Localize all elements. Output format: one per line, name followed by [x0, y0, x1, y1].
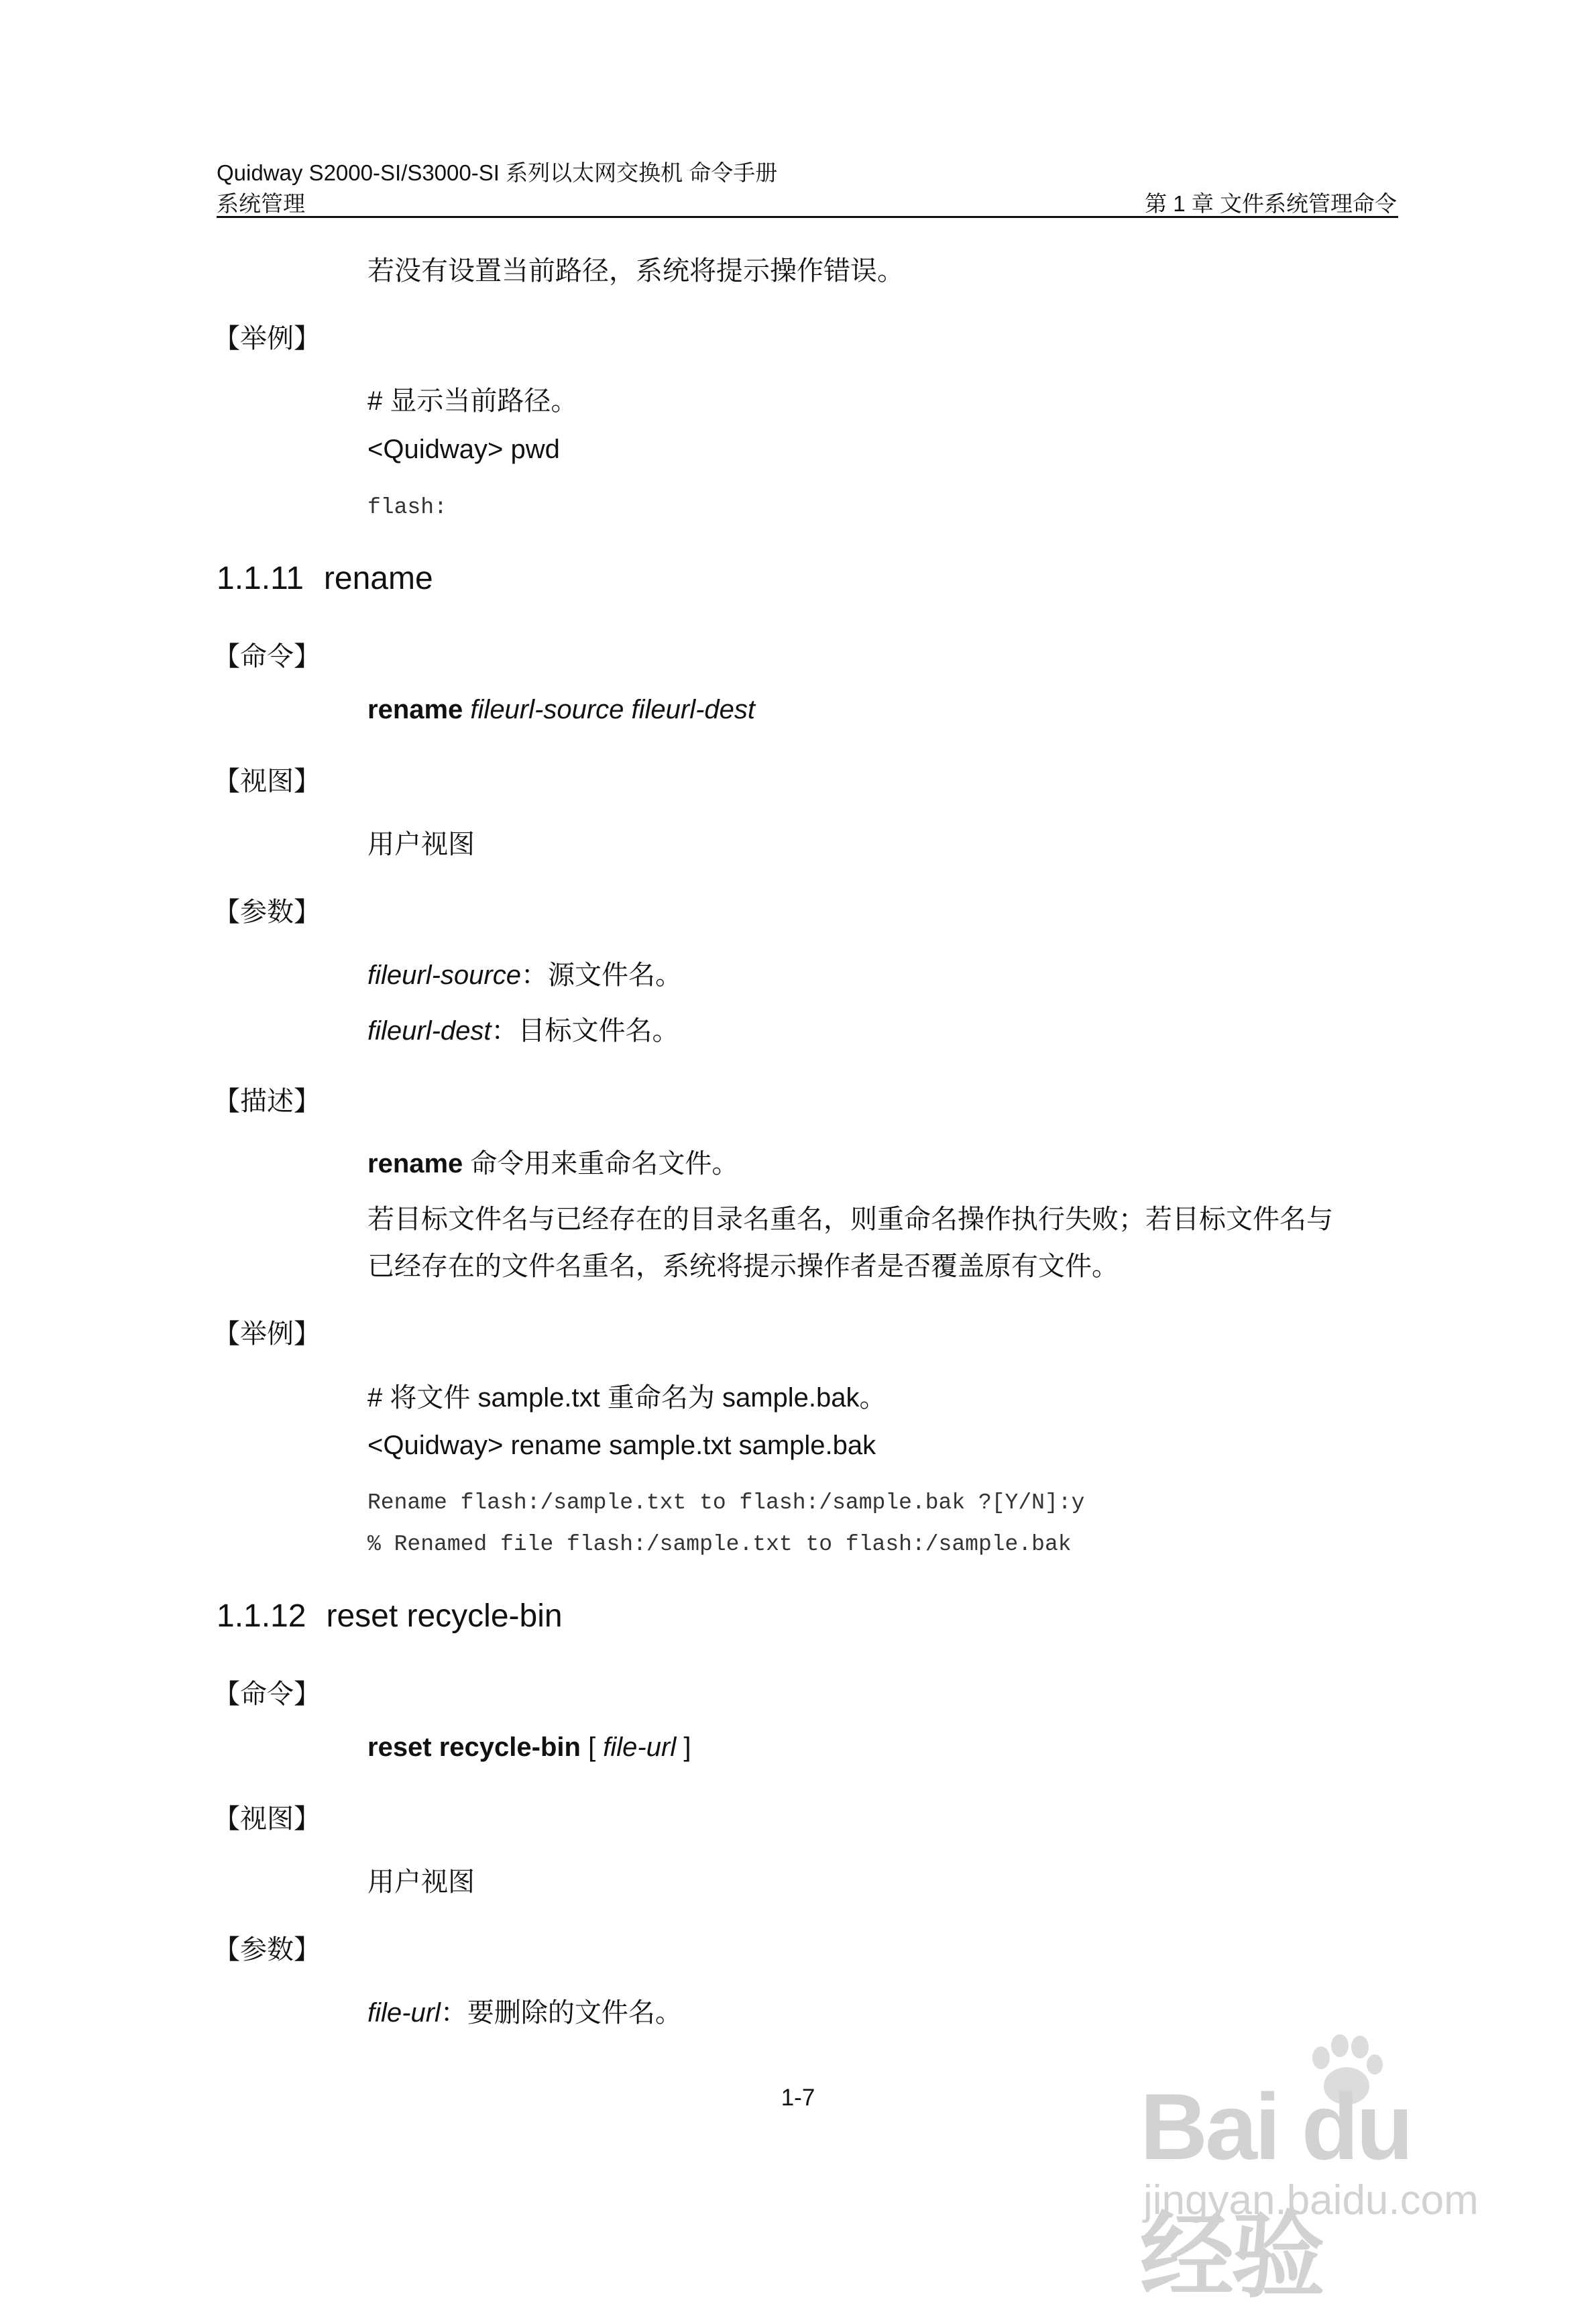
- example-label: 【举例】: [213, 324, 321, 353]
- view-label: 【视图】: [213, 1804, 321, 1834]
- page-number: 1-7: [781, 2085, 815, 2111]
- command-keyword: reset recycle-bin: [367, 1732, 581, 1762]
- bracket-open: [: [580, 1732, 604, 1762]
- section-number: 1.1.11: [217, 561, 304, 596]
- param-desc: ：目标文件名。: [491, 1016, 679, 1046]
- example-output-line: Rename flash:/sample.txt to flash:/sample.bak ?[Y/N]:y: [367, 1490, 1085, 1515]
- command-syntax: [367, 1732, 691, 1763]
- param-desc: ：源文件名。: [520, 960, 682, 990]
- section-heading-reset: [217, 1598, 563, 1635]
- command-label: 【命令】: [213, 1679, 321, 1709]
- param-label: 【参数】: [213, 1935, 321, 1965]
- header-rule: [217, 216, 1398, 218]
- section-number: 1.1.12: [217, 1598, 306, 1634]
- command-label: 【命令】: [213, 642, 321, 671]
- view-label: 【视图】: [213, 767, 321, 796]
- bracket-close: ]: [676, 1732, 691, 1762]
- command-syntax: [367, 695, 755, 725]
- section-heading-rename: [217, 560, 433, 597]
- watermark-url: jingyan.baidu.com: [1143, 2177, 1479, 2223]
- watermark-logo-text: Bai du 经验: [1140, 2074, 1411, 2309]
- example-label: 【举例】: [213, 1319, 321, 1349]
- param-file-url: [367, 1991, 682, 2030]
- description-keyword: rename: [367, 1149, 463, 1178]
- param-name: file-url: [367, 1998, 441, 2028]
- example-command: <Quidway> pwd: [367, 435, 560, 464]
- example-comment: # 将文件 sample.txt 重命名为 sample.bak。: [367, 1383, 887, 1413]
- description-label: 【描述】: [213, 1087, 321, 1116]
- view-text: 用户视图: [367, 830, 475, 859]
- command-arg: file-url: [603, 1732, 677, 1762]
- header-section: 系统管理: [217, 191, 305, 216]
- param-desc: ：要删除的文件名。: [440, 1998, 682, 2028]
- param-dest: [367, 1009, 679, 1048]
- header-chapter: 第 1 章 文件系统管理命令: [1145, 191, 1397, 216]
- example-output: flash:: [367, 495, 447, 520]
- param-name: fileurl-dest: [367, 1016, 492, 1046]
- example-output-line: % Renamed file flash:/sample.txt to flash:/sample.bak: [367, 1532, 1072, 1557]
- baidu-watermark: [1140, 2032, 1516, 2309]
- command-keyword: rename: [367, 695, 463, 724]
- description-line-2: 若目标文件名与已经存在的目录名重名，则重命名操作执行失败；若目标文件名与: [367, 1205, 1333, 1234]
- view-text: 用户视图: [367, 1867, 475, 1897]
- description-line-3: 已经存在的文件名重名，系统将提示操作者是否覆盖原有文件。: [367, 1252, 1119, 1281]
- section-name: rename: [323, 561, 433, 596]
- description-line-1: [367, 1142, 738, 1180]
- section-name: reset recycle-bin: [326, 1598, 563, 1634]
- command-args: fileurl-source fileurl-dest: [463, 695, 756, 724]
- header-title: Quidway S2000-SI/S3000-SI 系列以太网交换机 命令手册: [217, 160, 778, 185]
- param-name: fileurl-source: [367, 960, 521, 990]
- intro-text: 若没有设置当前路径，系统将提示操作错误。: [367, 256, 904, 286]
- description-text: 命令用来重命名文件。: [463, 1149, 739, 1178]
- param-label: 【参数】: [213, 897, 321, 927]
- param-source: [367, 954, 682, 992]
- example-command: <Quidway> rename sample.txt sample.bak: [367, 1431, 876, 1460]
- example-comment: # 显示当前路径。: [367, 386, 578, 416]
